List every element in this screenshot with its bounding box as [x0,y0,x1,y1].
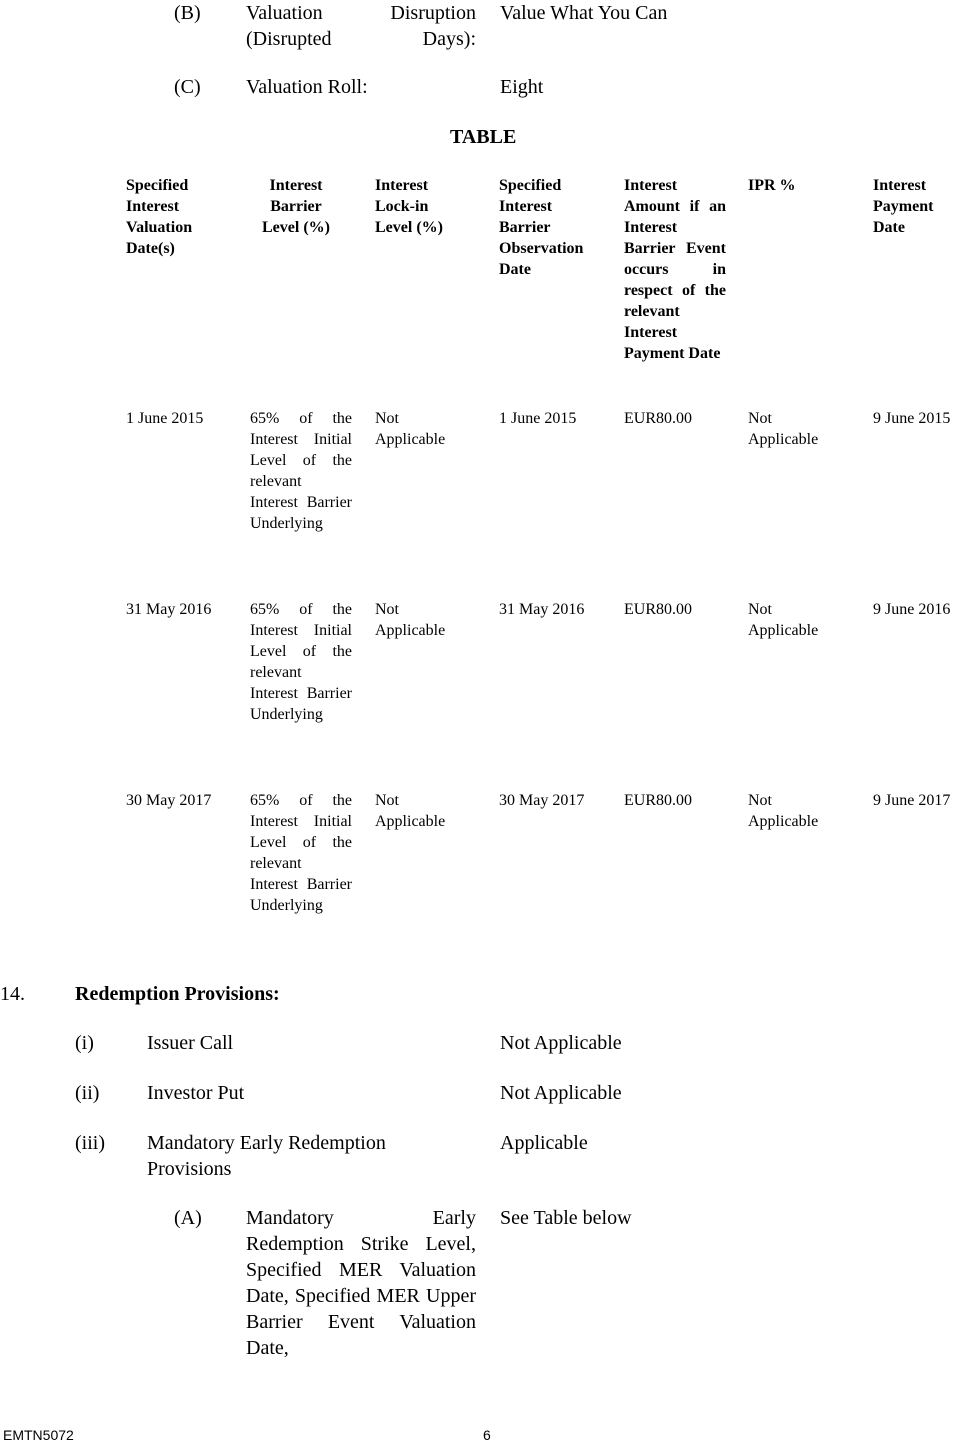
item-name-valuation-roll: Valuation Roll: [246,76,368,98]
table-cell-valuation-date: 1 June 2015 [126,410,204,427]
provision-value-mandatory-early-redemption: Applicable [500,1132,588,1154]
table-cell-lock-in-level: Not Applicable [375,601,446,639]
provision-name-mandatory-early-redemption: Mandatory Early Redemption Provisions [147,1132,386,1180]
item-name-valuation-disruption: Valuation Disruption (Disrupted Days): [246,2,476,50]
table-cell-lock-in-level: Not Applicable [375,410,446,448]
provision-name-issuer-call: Issuer Call [147,1032,234,1054]
table-header-observation-date: Specified Interest Barrier Observation Date [499,177,584,278]
table-title: TABLE [450,126,517,148]
footer-doc-id: EMTN5072 [3,1427,74,1443]
table-cell-interest-amount: EUR80.00 [624,601,692,618]
sub-provision-label: (A) [174,1207,202,1229]
table-cell-payment-date: 9 June 2017 [873,792,951,809]
item-label-c: (C) [174,76,201,98]
provision-label-iii: (iii) [75,1132,105,1154]
table-header-valuation-date: Specified Interest Valuation Date(s) [126,177,193,257]
table-cell-barrier-level: 65% of the Interest Initial Level of the relevant Interest Barrier Underlying [250,410,352,532]
table-cell-ipr: Not Applicable [748,601,819,639]
table-cell-valuation-date: 30 May 2017 [126,792,212,809]
section-title: Redemption Provisions: [75,983,280,1005]
table-cell-payment-date: 9 June 2015 [873,410,951,427]
item-label-b: (B) [174,2,201,24]
provision-value-issuer-call: Not Applicable [500,1032,622,1054]
table-cell-lock-in-level: Not Applicable [375,792,446,830]
table-cell-observation-date: 31 May 2016 [499,601,585,618]
table-cell-barrier-level: 65% of the Interest Initial Level of the relevant Interest Barrier Underlying [250,792,352,914]
provision-label-i: (i) [75,1032,94,1054]
table-cell-payment-date: 9 June 2016 [873,601,951,618]
item-value-valuation-roll: Eight [500,76,544,98]
table-cell-ipr: Not Applicable [748,792,819,830]
table-cell-valuation-date: 31 May 2016 [126,601,212,618]
item-value-valuation-disruption: Value What You Can [500,2,668,24]
provision-value-investor-put: Not Applicable [500,1082,622,1104]
table-header-barrier-level: Interest Barrier Level (%) [262,177,330,236]
table-cell-observation-date: 1 June 2015 [499,410,577,427]
table-cell-interest-amount: EUR80.00 [624,410,692,427]
provision-label-ii: (ii) [75,1082,100,1104]
table-cell-ipr: Not Applicable [748,410,819,448]
table-header-lock-in-level: Interest Lock-in Level (%) [375,177,443,236]
sub-provision-value: See Table below [500,1207,632,1229]
table-header-interest-amount: Interest Amount if an Interest Barrier Event occurs in respect of the relevant Interest Payment Date [624,177,726,362]
table-cell-interest-amount: EUR80.00 [624,792,692,809]
table-cell-barrier-level: 65% of the Interest Initial Level of the relevant Interest Barrier Underlying [250,601,352,723]
provision-name-investor-put: Investor Put [147,1082,245,1104]
sub-provision-name: Mandatory Early Redemption Strike Level, Specified MER Valuation Date, Specified MER Upper Barrier Event Valuation Date, [246,1207,476,1359]
footer-page-number: 6 [483,1427,491,1443]
section-number: 14. [0,983,25,1005]
table-header-payment-date: Interest Payment Date [873,177,934,236]
table-cell-observation-date: 30 May 2017 [499,792,585,809]
table-header-ipr: IPR % [748,177,796,194]
